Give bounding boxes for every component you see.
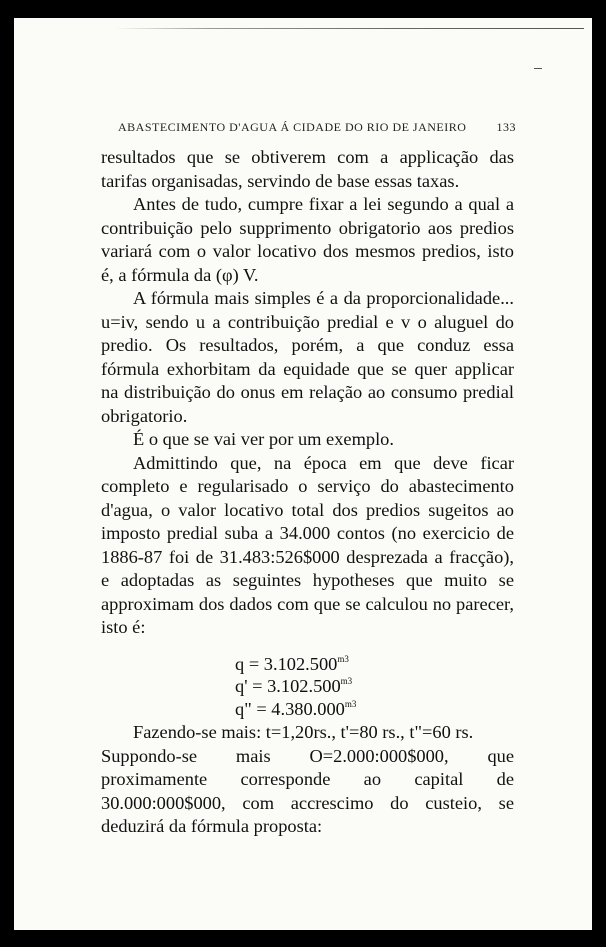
formula-lhs: q [235, 653, 245, 674]
formula-value: 4.380.000 [271, 698, 345, 719]
formula-block [235, 648, 514, 719]
formula-q-prime: $q' = 3.102.500^{m3}$ [235, 676, 353, 696]
formula-unit: m3 [337, 653, 349, 664]
scan-edge-line [114, 28, 584, 29]
paragraph-2: Antes de tudo, cumpre fixar a lei segundo a qual a contribuição pelo supprimento obrigatorio aos predios variará com o valor locativo dos mesmos predios, isto é, a fórmula da (φ) V. [101, 194, 514, 285]
header-title: ABASTECIMENTO D'AGUA Á CIDADE DO RIO DE JANEIRO [118, 120, 467, 134]
paragraph-6: Fazendo-se mais: t=1,20rs., t'=80 rs., t"=60 rs. [133, 722, 474, 742]
formula-value: 3.102.500 [263, 653, 338, 674]
formula-unit: m3 [340, 676, 353, 686]
paragraph-7: Suppondo-se mais O=2.000:000$000, que proximamente corresponde ao capital de 30.000:000$000, com accrescimo do custeio, se deduzirá da fórmula proposta: [101, 745, 514, 836]
paragraph-4: É o que se vai ver por um exemplo. [133, 429, 394, 449]
formula-q: $q = 3.102.500^{m3}$ [235, 653, 349, 674]
formula-q-double-prime: q" = $4.380.000^{m3}$ [235, 698, 357, 719]
formula-lhs: q' [235, 676, 248, 696]
page-number: 133 [496, 120, 516, 134]
formula-value: 3.102.500 [267, 676, 341, 696]
body-text [101, 146, 514, 839]
running-header [118, 120, 516, 135]
paragraph-5: Admittindo que, na época em que deve ficar completo e regularisado o serviço do abastecimento d'agua, o valor locativo total dos predios sugeitos ao imposto predial suba a 34.000 contos (no exercicio de 1886-87 foi de 31.483:526$000 desprezada a fracção), e adoptadas as seguintes hypotheses que muito se approximam dos dados com que se calculou no parecer, isto é: [101, 452, 514, 637]
book-page [14, 18, 592, 930]
paragraph-3: A fórmula mais simples é a da proporcionalidade... u=iv, sendo u a contribuição predial e v o aluguel do predio. Os resultados, porém, a que conduz essa fórmula exhorbitam da equidade que se quer applicar na distribuição do onus em relação ao consumo predial obrigatorio. [101, 288, 514, 426]
scan-mark [534, 68, 542, 69]
paragraph-1: resultados que se obtiverem com a applicação das tarifas organisadas, servindo de base essas taxas. [101, 147, 514, 191]
formula-lhs: q" [235, 698, 252, 719]
formula-unit: m3 [344, 698, 357, 709]
